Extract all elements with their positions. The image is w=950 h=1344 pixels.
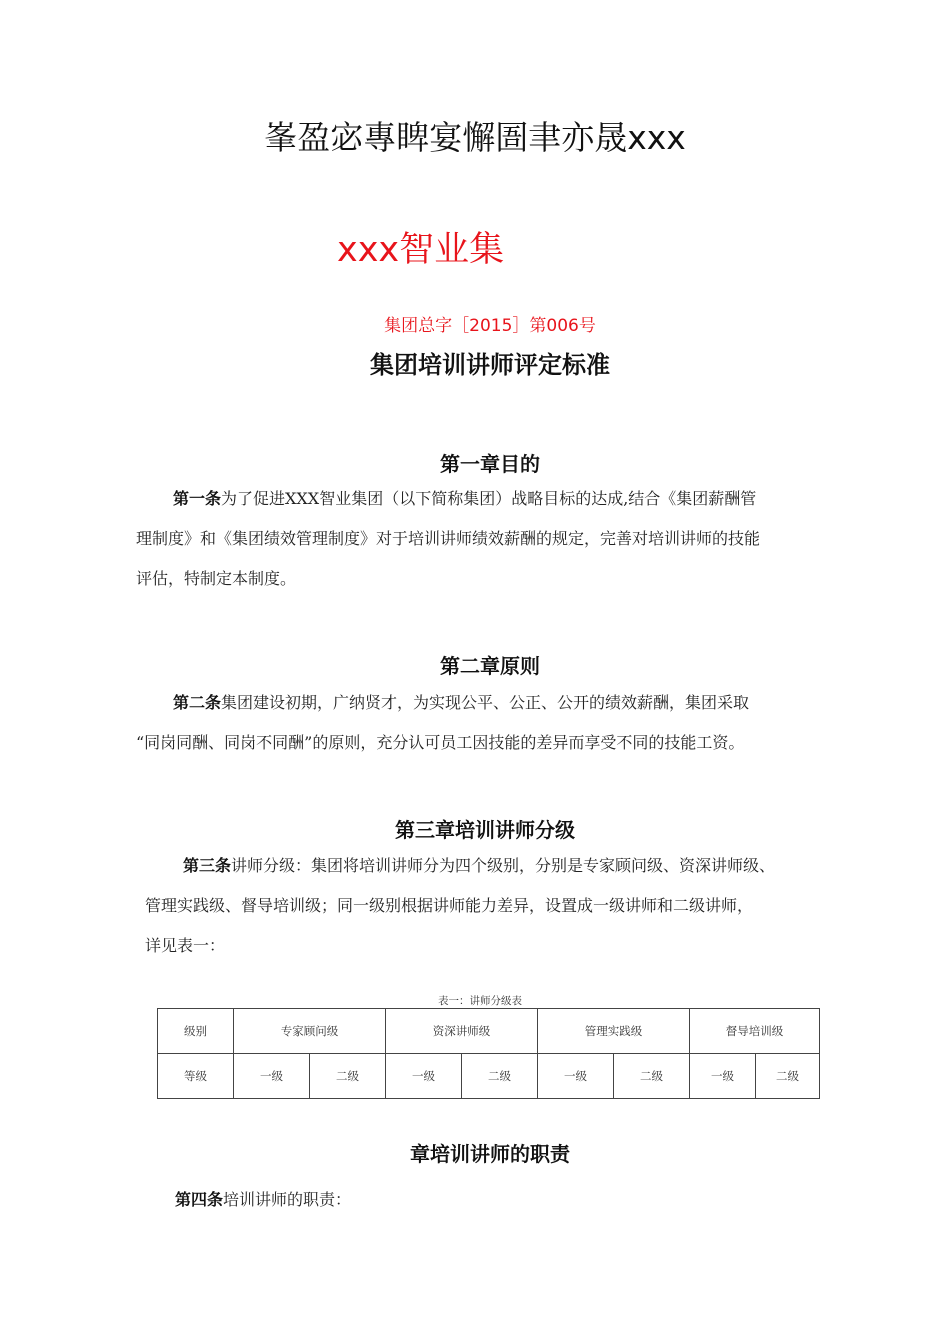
chapter-heading-2: 第二章原则 (440, 654, 540, 678)
table-cell: 一级 (690, 1054, 756, 1099)
table-cell: 二级 (310, 1054, 386, 1099)
table-cell: 等级 (158, 1054, 234, 1099)
table-cell: 资深讲师级 (386, 1009, 538, 1054)
table-caption: 表一：讲师分级表 (438, 995, 522, 1007)
table-cell: 督导培训级 (690, 1009, 820, 1054)
table-cell: 专家顾问级 (234, 1009, 386, 1054)
article-label: 第二条 (173, 693, 222, 712)
article-2-line-1: 第二条集团建设初期，广纳贤才，为实现公平、公正、公开的绩效薪酬，集团采取 (173, 693, 750, 712)
table-cell: 一级 (234, 1054, 310, 1099)
article-label: 第一条 (173, 489, 222, 508)
article-3-line-1: 第三条讲师分级：集团将培训讲师分为四个级别，分别是专家顾问级、资深讲师级、 (183, 856, 776, 875)
document-title: 集团培训讲师评定标准 (370, 351, 610, 379)
table-cell: 一级 (538, 1054, 614, 1099)
article-4 (175, 1180, 855, 1220)
article-1-line-3: 评估，特制定本制度。 (136, 569, 297, 588)
grade-table (157, 1008, 820, 1099)
table-cell: 一级 (386, 1054, 462, 1099)
article-1-line-1: 第一条为了促进XXX智业集团（以下简称集团）战略目标的达成,结合《集团薪酬管 (173, 489, 757, 508)
table-cell: 管理实践级 (538, 1009, 690, 1054)
organization-name: xxx智业集 (337, 230, 505, 270)
garbled-title: 峯盈宓專睥宴懈圄聿亦晟xxx (264, 118, 686, 157)
article-3-line-2: 管理实践级、督导培训级；同一级别根据讲师能力差异，设置成一级讲师和二级讲师， (145, 896, 754, 915)
table-row (158, 1054, 820, 1099)
article-3-line-3: 详见表一： (145, 936, 226, 955)
article-label: 第四条 (175, 1190, 224, 1209)
article-label: 第三条 (183, 856, 232, 875)
table-cell: 级别 (158, 1009, 234, 1054)
table-cell: 二级 (462, 1054, 538, 1099)
article-2-line-2: “同岗同酬、同岗不同酬”的原则，充分认可员工因技能的差异而享受不同的技能工资。 (136, 733, 745, 752)
chapter-heading-1: 第一章目的 (440, 452, 540, 476)
document-number: 集团总字［2015］第006号 (384, 316, 596, 336)
chapter-heading-3: 第三章培训讲师分级 (395, 818, 575, 842)
article-3 (145, 846, 865, 966)
table-cell: 二级 (614, 1054, 690, 1099)
chapter-heading-4: 章培训讲师的职责 (410, 1142, 570, 1166)
article-4-line-1: 第四条培训讲师的职责： (175, 1190, 352, 1209)
table-row (158, 1009, 820, 1054)
table-cell: 二级 (756, 1054, 820, 1099)
article-1-line-2: 理制度》和《集团绩效管理制度》对于培训讲师绩效薪酬的规定，完善对培训讲师的技能 (136, 529, 761, 548)
article-1 (136, 479, 856, 599)
article-2 (136, 683, 856, 763)
